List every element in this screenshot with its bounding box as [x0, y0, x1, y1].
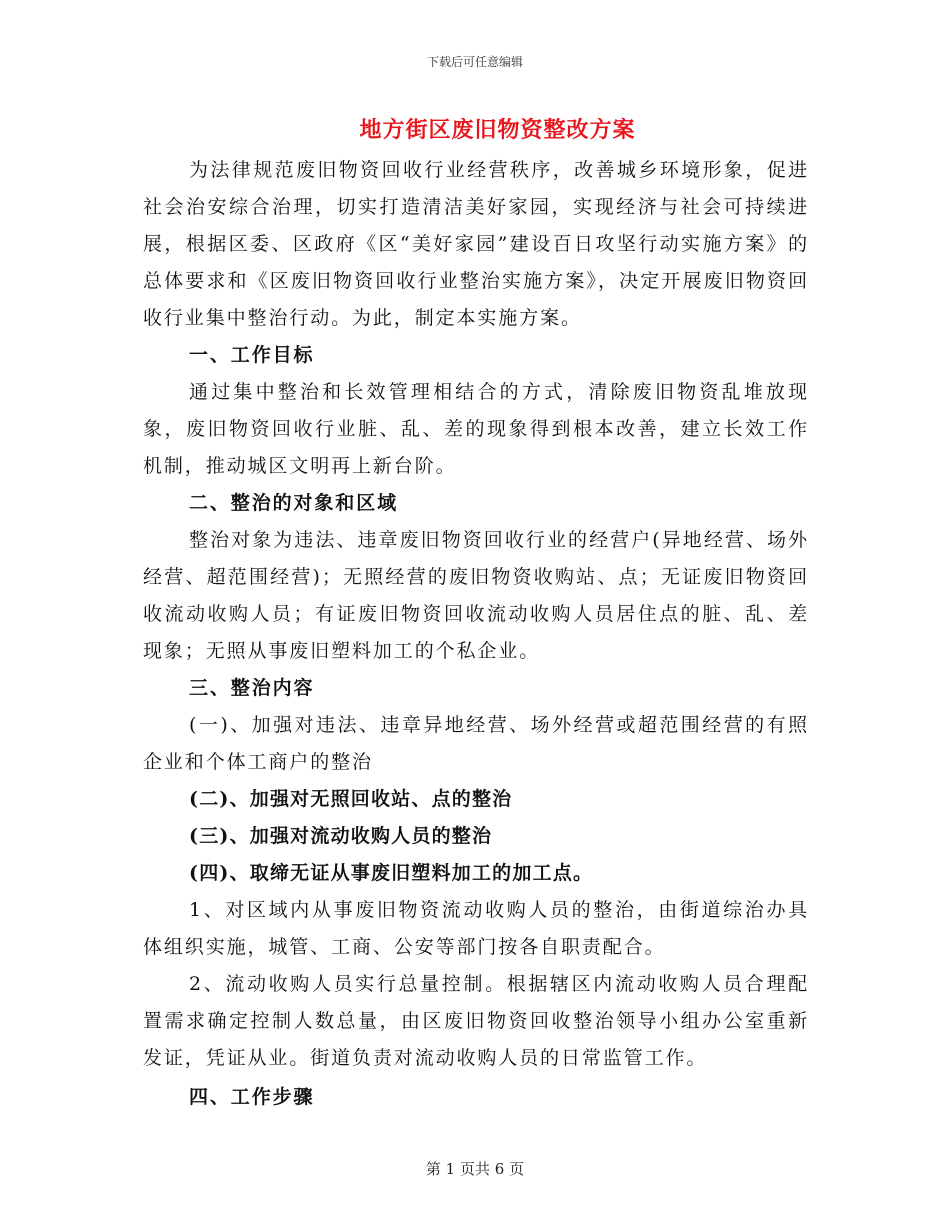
section-paragraph-goals: 通过集中整治和长效管理相结合的方式，清除废旧物资乱堆放现象，废旧物资回收行业脏、乱、差的现象得到根本改善，建立长效工作机制，推动城区文明再上新台阶。 — [143, 381, 809, 477]
section-heading-content: 三、整治内容 — [189, 677, 315, 699]
document-title: 地方街区废旧物资整改方案 — [359, 117, 636, 143]
header-note: 下载后可任意编辑 — [426, 55, 523, 69]
content-item-3: (三)、加强对流动收购人员的整治 — [189, 825, 493, 847]
section-heading-steps: 四、工作步骤 — [189, 1086, 315, 1108]
content-point-2: 2、流动收购人员实行总量控制。根据辖区内流动收购人员合理配置需求确定控制人数总量，由区废旧物资回收整治领导小组办公室重新发证，凭证从业。街道负责对流动收购人员的日常监管工作。 — [143, 973, 809, 1069]
section-heading-targets: 二、整治的对象和区域 — [189, 492, 399, 514]
section-paragraph-targets: 整治对象为违法、违章废旧物资回收行业的经营户(异地经营、场外经营、超范围经营)；无照经营的废旧物资收购站、点；无证废旧物资回收流动收购人员；有证废旧物资回收流动收购人员居住点的脏、乱、差现象；无照从事废旧塑料加工的个私企业。 — [143, 529, 809, 662]
intro-paragraph: 为法律规范废旧物资回收行业经营秩序，改善城乡环境形象，促进社会治安综合治理，切实打造清洁美好家园，实现经济与社会可持续进展，根据区委、区政府《区“美好家园”建设百日攻坚行动实施方案》的总体要求和《区废旧物资回收行业整治实施方案》，决定开展废旧物资回收行业集中整治行动。为此，制定本实施方案。 — [143, 159, 809, 329]
content-item-4: (四)、取缔无证从事废旧塑料加工的加工点。 — [189, 862, 594, 884]
page-number: 第 1 页共 6 页 — [425, 1160, 525, 1178]
content-item-1: (一)、加强对违法、违章异地经营、场外经营或超范围经营的有照企业和个体工商户的整治 — [143, 714, 809, 773]
document-body — [143, 152, 809, 1116]
section-heading-goals: 一、工作目标 — [189, 344, 315, 366]
content-point-1: 1、对区域内从事废旧物资流动收购人员的整治，由街道综治办具体组织实施，城管、工商、公安等部门按各自职责配合。 — [143, 899, 809, 958]
content-item-2: (二)、加强对无照回收站、点的整治 — [189, 788, 513, 810]
